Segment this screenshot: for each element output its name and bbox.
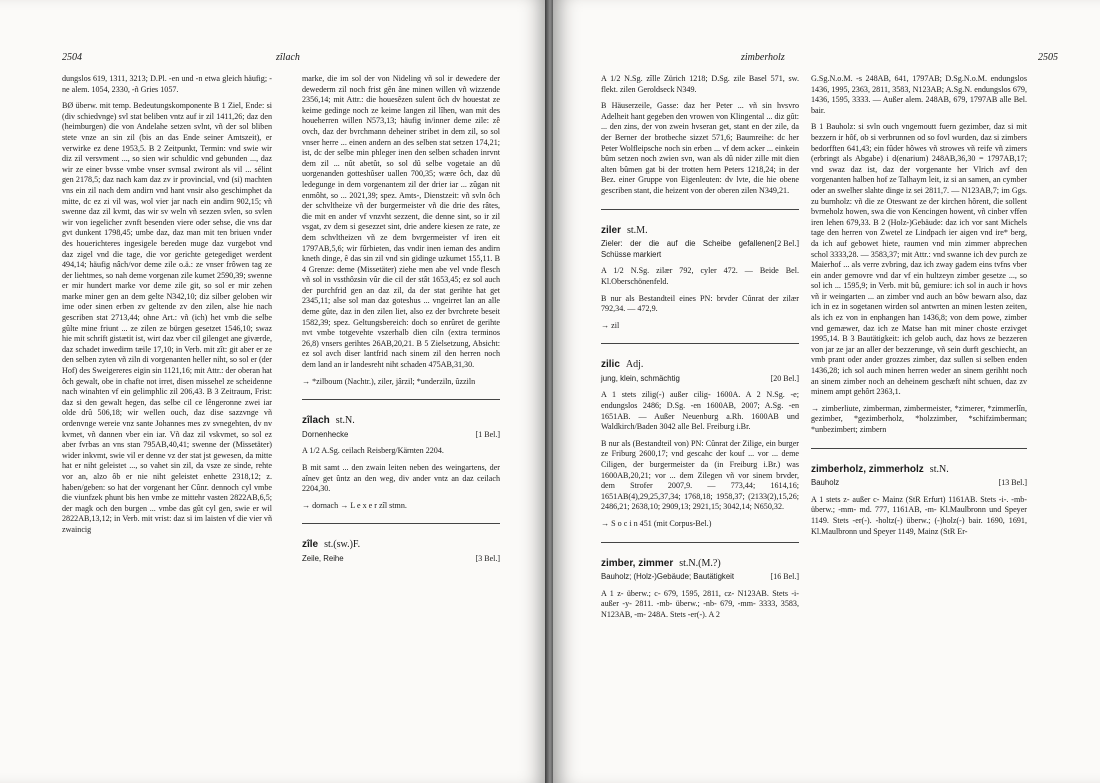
entry-divider: [811, 448, 1027, 449]
paragraph: marke, die im sol der von Nideling vñ sol ir dewedere der dewederm zil noch frist gên âne minen willen vñ wizzende 2356,14; mit Attr.: die houesêzen sulent ôch dv houestat ze keime gedinge noch ze keime langen zil lîhen, wan mit des houeherren willen N573,13; häufig in/inner deme zile: zê ovch, daz der bvrchmann deheiner stribet in dem zil, so sol vnser herre ... einen andern an des selben stat setzen 174,21; ist, dc der selbe min phleger inen den selben schaden inrvnt dem zil ... nût abetût, so sol dû selbe vogetaie an dû uorgenanden gotteshûser uallen 700,35; wære ôch, daz dû ledegunge in dem vorgenantem zil der drier iar ... zûgan nit enmôht, so ... 2021,39; spez. Amts-, Dienstzeit: vñ svln ôch der schvltheize vñ der burgermeister vñ die drie des râtes, die mit en ander vf vnzvht sezzent, die denne sint, so ir zil vsgat, zv dem si gesezzet sint, drie andere kiesen ze rate, ze dem schvltheizen vñ ze dem bvrgermeister vf iren eit 1797AB,5,6; wir fûrbieten, das vndir inen ieman des andirn kneth dinge, ê das sin zil vnd sin gidinge uzkumet 155,11. B 4 Grenze: deme (Missetäter) ziehe men abe vel vnde flesch vñ sol in vssthôzsin vûr die cil der stât 1653,45; ez sol auch der purchfrid gen an daz zil, da der stat gerihte hat get 2345,11; alse sol man daz goteshus ... vngeirret lan an alle deme gûte, daz in den zilen liet, also ez der bvrchrete beseit 1582,39; spez. Geltungsbereich: doch so enrûret de gerihte nvt vmbe totgevehte vszerhalb dien ciln (extra terminos 26,8) vnsers gerihtes 26AB,20,21. B 5 Zielsetzung, Absicht: ez sol avch diser lantfrid nach sinem zil den herren noch dem land an ir landesreht niht schaden 475AB,31,30.: [302, 74, 500, 370]
entry-lemma: [601, 360, 799, 371]
paragraph: dungslos 619, 1311, 3213; D.Pl. -en und -n etwa gleich häufig; -ne alem. 1054, 2330, -ñ Gries 1057.: [62, 74, 272, 94]
right-column-2: [811, 74, 1027, 543]
entry-body: B nur als (Bestandteil von) PN: Cûnrat der Zilige, ein burger ze Friburg 2600,17; vnd gescahc der kouf ... vor ... deme Ciligen, der burgermeister da (in Freiburg i.Br.) was 1600AB,20,21; vor ... dem Zilegen vñ vor sinem brvder, dem Strofer 2007,9. — 773,44; 1614,16; 1651AB(4),29,25,37,34; 1768,18; 1958,37; (2133(2),15,26; 2486,21; 2638,10; 2909,13; 2921,15; 3042,14; N650,32.: [601, 438, 799, 512]
paragraph: A 1/2 N.Sg. zîlle Zürich 1218; D.Sg. zile Basel 571, sw. flekt. zilen Geroldseck N349.: [601, 74, 799, 94]
grammar-label: st.N.: [929, 463, 949, 475]
entry-meaning: [601, 572, 799, 583]
lemma-word: zimberholz, zimmerholz: [811, 463, 924, 475]
entry-lemma: [302, 540, 500, 551]
entry-meaning: [811, 478, 1027, 489]
lemma-word: zilic: [601, 359, 620, 371]
entry-body: B nur als Bestandteil eines PN: brvder Cûnrat der zilær 792,34. — 472,9.: [601, 293, 799, 314]
page-number: 2504: [62, 52, 82, 63]
entry-lemma: [811, 465, 1027, 476]
entry-meaning: [302, 554, 500, 565]
cross-reference: → zimberliute, zimberman, zimbermeister, *zimerer, *zimmerlîn, gezimber, *gezimberholz, *holzzimber, *schifzimberman; *unbezimbert; zimbern: [811, 403, 1027, 434]
entry-body: A 1/2 N.Sg. zilær 792, cyler 472. — Beide Bel. Kl.Oberschönenfeld.: [601, 266, 799, 286]
meaning-text: Bauholz; (Holz-)Gebäude; Bautätigkeit: [601, 572, 735, 582]
evidence-count: [16 Bel.]: [770, 572, 799, 582]
grammar-label: Adj.: [625, 359, 644, 371]
entry-lemma: [302, 416, 500, 427]
paragraph: G.Sg.N.o.M. -s 248AB, 641, 1797AB; D.Sg.N.o.M. endungslos 1436, 1995, 2363, 2811, 3583, N123AB; A.Sg.N. endungslos 679, 1436, 1595, 3333. — Außer alem. 248AB, 679, 1797AB alle Bel. bair.: [811, 74, 1027, 115]
entry-meaning: [302, 430, 500, 441]
evidence-count: [13 Bel.]: [998, 478, 1027, 488]
cross-reference: → dornach → L e x e r zîl stmn.: [302, 500, 407, 510]
entry-divider: [601, 343, 799, 344]
entry-body: B mit samt ... den zwain leiten neben des weingartens, der aînev get ûntz an den weg, div ander vntz an daz ceilach 2204,30.: [302, 463, 500, 494]
page-number: 2505: [1038, 52, 1058, 63]
meaning-text: Bauholz: [811, 478, 840, 488]
entry-body: A 1/2 A.Sg. ceilach Reisberg/Kärnten 2204.: [302, 446, 444, 456]
entry-divider: [302, 399, 500, 400]
entry-divider: [601, 542, 799, 543]
left-page: [0, 0, 547, 783]
cross-reference: → zil: [601, 320, 620, 330]
running-head: zîlach: [276, 52, 300, 63]
entry-body: A 1 stets z- außer c- Mainz (StR Erfurt) 1161AB. Stets -i-. -mb- überw.; -mm- md. 777, 1161AB, -m- Kl.Maulbronn und Speyer 1149. Stets -er(-). -holtz(-) überw.; (-)holz(-) bair. 1690, 1691, Kl.Maulbronn und Speyer 1149, Mainz (StR Er-: [811, 494, 1027, 536]
left-column-1: [62, 74, 272, 542]
lemma-word: zîlach: [302, 415, 330, 427]
meaning-text: jung, klein, schmächtig: [601, 373, 680, 383]
entry-meaning: [601, 374, 799, 385]
right-page: [553, 0, 1100, 783]
entry-body: A 1 z- überw.; c- 679, 1595, 2811, cz- N123AB. Stets -i- außer -y- 2811. -mb- überw.; -nb- 679, -mm- 3333, 3583, N123AB, -m- 248A. Stets -er(-). A 2: [601, 588, 799, 619]
grammar-label: st.N.: [335, 415, 355, 427]
grammar-label: st.M.: [627, 224, 648, 236]
evidence-count: [20 Bel.]: [770, 373, 799, 383]
lemma-word: zimber, zimmer: [601, 557, 674, 569]
meaning-text: Dornenhecke: [302, 429, 349, 439]
evidence-count: [3 Bel.]: [475, 553, 500, 563]
evidence-count: [1 Bel.]: [475, 429, 500, 439]
entry-lemma: [601, 559, 799, 570]
meaning-text: Zeile, Reihe: [302, 553, 344, 563]
entry-divider: [302, 523, 500, 524]
running-head: zimberholz: [741, 52, 785, 63]
paragraph: B 1 Bauholz: si svln ouch vngemoutt fuern gezimber, daz si mit bezzern ir hôf, ob si verbrunnen od so fovl wurden, daz si zimbers bedorfften 641,43; ein fûder hôwes vñ strowes vñ reife vñ zimers (erbringt als Abgabe) i d(enarium) 248AB,36,30 = 1797AB,17; vnd swaz daz ist, daz der vorgenante her Vlrich avf den vorgenanten halben hof ze Talhaym leit, iz si an samen, an cymber oder an swelher slahte dinge iz sei 2811,7. — N123AB,7; im Ggs. zu burnholz: vñ die ze Oteswant ze der kirchen hôrent, die sollent bvrneholz howen, swa die von Kencingen howent, vñ cinber vffen iren lehen 679,33. B 2 (Holz-)Gebäude: daz ich vor sant Michels tage den herren von Zwetel ze Lindpach ier aigen vnd ire* berg, da ich auf gebowet hiete, raumen vnd min zimmer abprechen schol 3333,28. — 3583,37; mit Attr.: vnd swanne ich dev purch ze Maierhof ... als verre zvbring, daz ich zway gadem eins tvfns vber ein ander gemovre vnd dar vf ein hultzeyn zimber gesetze ..., so sol ich ... 1595,9; in Verb. mit bû, gemiure: ich sol in auch ir hovs vñ ir weingarten ... an zimber vnd auch an bôw bewarn also, daz ich in ez in sogetanen wirden sol antwrten an minen lesten zeiten, als ich ez von in enphangen han 1436,8; von dem powe, zimber vnd gemæwer, daz ich ze Matse han mit miner choste erzivget 1995,14. B 3 Bautätigkeit: ich gelob auch, daz hovs ze bezzeren von jar ze jar an aller der bezzerunge, vñ sein durft geschiecht, an vmb prant oder ander grozzes zimber, daz sullen si selben enden 1436,28; ich sol auch minen herren weder an sinem gerihht noch an sinem zimber noch an deheinem geschæft niht schuen, daz zv minem ampt gehôrt 2363,1.: [811, 122, 1027, 397]
paragraph: BØ überw. mit temp. Bedeutungskomponente B 1 Ziel, Ende: si (div schiedvnge) svl stat beliben vntz auf ir zil 1411,26; daz den (heimburgen) die von Andelahe setzen svlnt, vñ der sol bliben stete vnze an sin zil (bis an das Ende seiner Amtszeit), er verwirke ez dene 1953,5. B 2 Zeitpunkt, Termin: vnd swie wir diz zil versvment ..., so sien wir schuldic vnd gebunden ..., daz wir ze einer bvsse vmbe vnser svmsal zwiront als vil ... sélint gen 2178,5; daz nach kam daz zv ir provincial, vnd (si) machten vns ein zil nach dem andirn vnd hant vnsir also geschimphet da mitte, dc ez zi vil was, wol vier jar nach ein andirn 902,15; vñ swenne daz zil kvmt, das wir sv weln vñ sezzen svlen, so svlen wir von iegelicher zvnft besenden viere oder sehse, die vns dar gvt dunkent 1798,45; umbe daz, daz man mit ten briuen vnder des houerichteres ingesigele bereden muge daz vurgebot vnd daz zigel vnd die tage, die vor gerichte getegediget werdent 494,14; häufig nâch/vor deme zile o.ä.: ze vnser frôwen tag ze der liehtmes, so nah deme vorgenan zile kumet 2590,39; swenne er mir hundert marke vor deme zile git, so sol er mir zehen marke miner gen an dem gelte N342,10; diz silber geloben wir ime oder sinen erben zv geltende zv den zilen, alse hie nach gescriben stat 2713,44; ohne Art.: vñ (ich) het vmb die selbe gûlte mine friunt ... ze zilen ze bürgen gesetzet 1546,10; swaz hie mit schrift gistætit ist, wirt daz vber cil gilenget ane giværde, daz schadet inwedirm tæile 17,10; in Verb. mit zît: git aber er ze den selben zyten vñ ziln di vorgenanten heller niht, so sol er (der Hof) des Sweigereres eigin sin 1121,16; mit Attr.: der oberan hat ôch gewalt, obe in chafte not irret, disen missehel ze scheidenne nach winahten vf ein gelimphlic zil 206,43. B 3 Zeitraum, Frist: daz si den gewalt hegen, das selbe cil ce lêngeronne zwei iar olde drû 506,18; wir wellen ouch, daz dise sazzvnge vñ ordenvnge wereie vnz sante Johannes mes zv svnegehten, dv nv kvmet, vñ dannen vber ein iar. Vñ daz zil vskvmet, so sol ez aber fvrbas an vns stan 795AB,40,41; swenne der (Missetäter) wider inkvmt, swie vil er denne vz der stat jst gewesen, da mitte hat er niht geleistet ..., so vahet sin zil, da vsze ze sinde, rehte vor an, alzo ôb er nie niht geleistet enhette 2318,12; z. haben/geben: so hat der vorgenant her Cûnr. dennoch cyl vmbe die viunfzek phunt bis hen vmbe ze mittehr vasten 2822AB,6,5; der magk och den burgen ... vmbe das gût cyl gen, swie er wil 2822AB,13,12; in Verb. mit vrist: daz si im laisten vf die vier vñ zwaincig: [62, 101, 272, 534]
paragraph: B Häuserzeile, Gasse: daz her Peter ... vñ sin hvsvro Adelheit hant gegeben den vrowen von Klingental ... diz gût: ... den zins, der von zwein hvseran get, stant en der zile, da der Berner der brotbeche sizzet 571,6; Baumreihe: dc her Peter Wolfleipsche noch sin erben ... vf dem acker ... einkein bûm setzen noch zwien svn, wan als dû nider zille mit dien alten bûmen gat bi der trotten hern Peters 1218,24; in der Bez. einer Gruppe von Eigenleuten: dv lvte, die hie obene gescriben stant, die heizent von der oberen zilen N349,21.: [601, 101, 799, 195]
lemma-word: zîle: [302, 539, 319, 551]
entry-body: A 1 stets zilig(-) außer cilig- 1600A. A 2 N.Sg. -e; endungslos 2486; D.Sg. -en 1600AB, 2007; A.Sg. -en 1651AB. — Außer Neuenburg a.Rh. 1600AB und Waldkirch/Baden 3042 alle Bel. Freiburg i.Br.: [601, 390, 799, 432]
right-column-1: [601, 74, 799, 627]
lemma-word: ziler: [601, 224, 622, 236]
left-column-2: [302, 74, 500, 571]
grammar-label: st.(sw.)F.: [324, 539, 361, 551]
evidence-count: [2 Bel.]: [774, 239, 799, 249]
grammar-label: st.N.(M.?): [679, 557, 721, 569]
entry-meaning: [601, 239, 799, 260]
cross-reference: → S o c i n 451 (mit Corpus-Bel.): [601, 519, 712, 528]
cross-reference: → *zilboum (Nachtr.), ziler, jârzil; *underziln, ûzziln: [302, 376, 476, 386]
entry-divider: [601, 209, 799, 210]
meaning-text: Zieler: der die auf die Scheibe gefallenen Schüsse markiert: [601, 239, 775, 259]
entry-lemma: [601, 226, 799, 237]
